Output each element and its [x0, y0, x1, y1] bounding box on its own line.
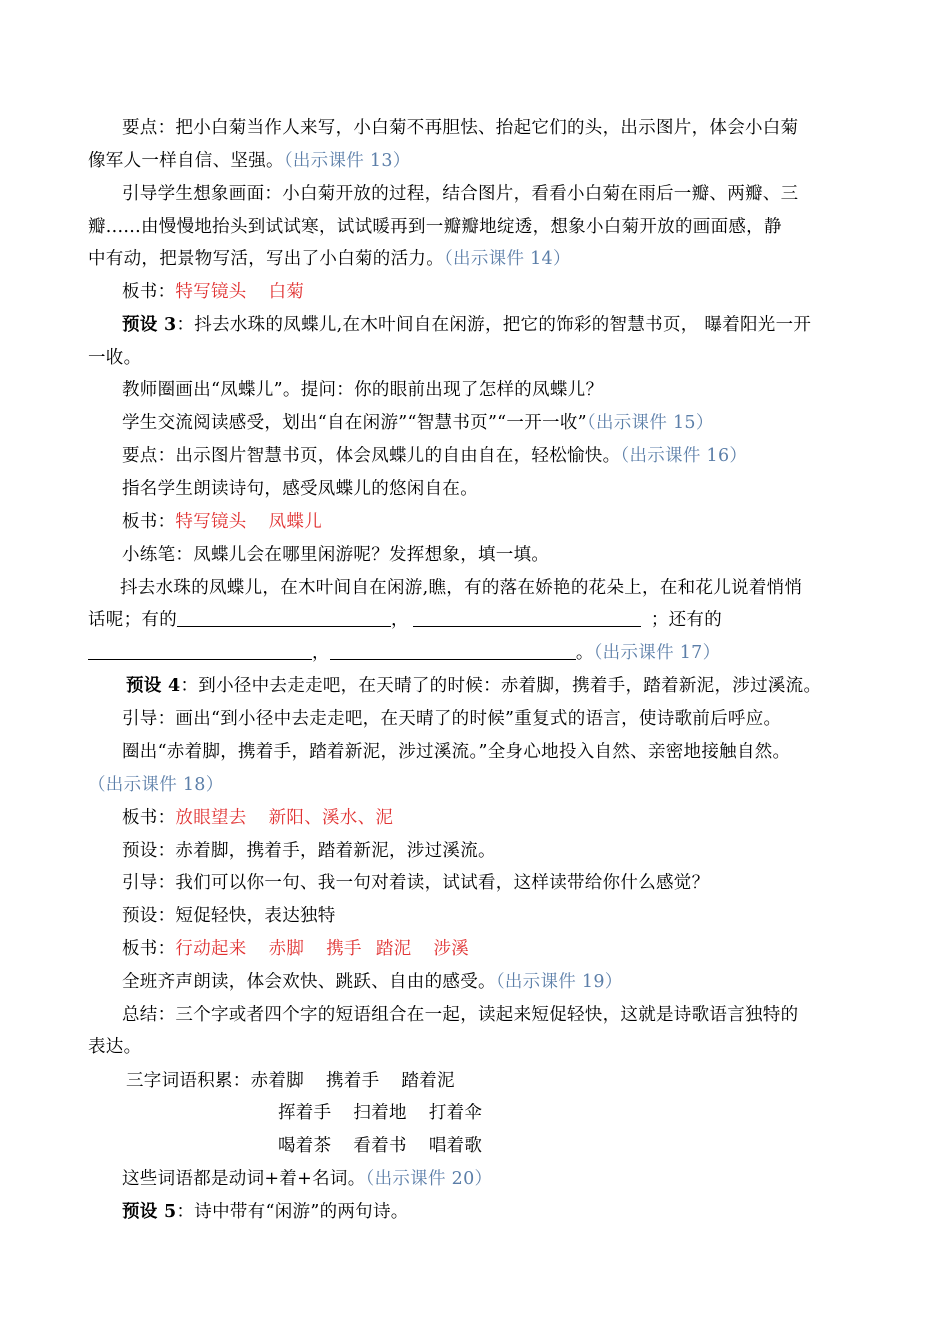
paragraph-key-point-1a: [122, 112, 798, 145]
paragraph-6: [122, 473, 478, 506]
board-note-3: [122, 802, 393, 835]
word-item: 扫着地: [353, 1103, 407, 1123]
paragraph-8c: [88, 637, 720, 670]
board-label: 板书：: [122, 808, 176, 828]
board-item: 特写镜头: [175, 282, 247, 302]
text: 圈出“赤着脚，携着手，踏着新泥，涉过溪流。”全身心地投入自然、亲密地接触自然。: [122, 742, 791, 762]
word-list-label: 三字词语积累：: [126, 1071, 251, 1091]
text: ：到小径中去走走吧，在天晴了的时候：赤着脚，携着手，踏着新泥，涉过溪流。: [180, 676, 822, 696]
paragraph-guide-2c: [88, 243, 571, 276]
courseware-ref-14: （出示课件 14）: [444, 249, 571, 269]
text: 引导学生想象画面：小白菊开放的过程，结合图片，看看小白菊在雨后一瓣、两瓣、三: [122, 184, 799, 204]
text: 抖去水珠的凤蝶儿，在木叶间自在闲游,瞧，有的落在娇艳的花朵上，在和花儿说着悄悄: [120, 578, 803, 598]
board-item: 赤脚: [268, 939, 305, 959]
word-item: 踏着泥: [401, 1071, 455, 1091]
text: ：抖去水珠的凤蝶儿,在木叶间自在闲游，把它的饰彩的智慧书页， 曝着阳光一开: [176, 315, 812, 335]
text: 要点：把小白菊当作人来写，小白菊不再胆怯、抬起它们的头，出示图片，体会小白菊: [122, 118, 799, 138]
text: 全班齐声朗读，体会欢快、跳跃、自由的感受。: [122, 972, 496, 992]
word-list-row-2: [278, 1097, 482, 1130]
courseware-ref-18: （出示课件 18）: [88, 775, 224, 795]
text: 教师圈画出“凤蝶儿”。提问：你的眼前出现了怎样的凤蝶儿？: [122, 380, 604, 400]
text: ，: [391, 610, 409, 630]
text: 一收。: [88, 348, 142, 368]
text: 要点：出示图片智慧书页，体会凤蝶儿的自由自在，轻松愉快。: [122, 446, 621, 466]
board-note-1: [122, 276, 304, 309]
word-item: 看着书: [353, 1136, 407, 1156]
preset-label: 预设 5: [122, 1202, 177, 1222]
word-item: 唱着歌: [428, 1136, 483, 1156]
text: 指名学生朗读诗句，感受凤蝶儿的悠闲自在。: [122, 479, 478, 499]
paragraph-guide-2a: [122, 178, 798, 211]
text: 话呢；有的: [88, 610, 177, 630]
courseware-ref-13: （出示课件 13）: [283, 151, 411, 171]
courseware-ref-19: （出示课件 19）: [495, 972, 623, 992]
courseware-ref-20: （出示课件 20）: [365, 1169, 493, 1189]
paragraph-13: [122, 900, 336, 933]
board-label: 板书：: [122, 512, 176, 532]
text: ；还有的: [650, 610, 723, 630]
fill-blank-3[interactable]: [88, 639, 312, 660]
paragraph-15a: [122, 999, 798, 1032]
paragraph-14: [122, 966, 623, 999]
board-note-4: [122, 933, 469, 966]
fill-blank-4[interactable]: [330, 639, 576, 660]
text: 小练笔：凤蝶儿会在哪里闲游呢？发挥想象，填一填。: [122, 545, 550, 565]
text: 表达。: [88, 1037, 142, 1057]
word-item: 携着手: [326, 1071, 380, 1091]
board-item: 新阳、溪水、泥: [268, 808, 394, 828]
paragraph-15b: [88, 1031, 141, 1064]
paragraph-11: [122, 835, 496, 868]
preset-label: 预设 4: [126, 676, 181, 696]
preset-label: 预设 3: [122, 315, 177, 335]
fill-blank-2[interactable]: [413, 606, 641, 627]
paragraph-10-ref: [88, 769, 224, 802]
text: 总结：三个字或者四个字的短语组合在一起，读起来短促轻快，这就是诗歌语言独特的: [122, 1005, 799, 1025]
text: ，: [312, 643, 330, 663]
courseware-ref-16: （出示课件 16）: [620, 446, 748, 466]
text: 预设：短促轻快，表达独特: [122, 906, 336, 926]
text: 中有动，把景物写活，写出了小白菊的活力。: [88, 249, 444, 269]
board-label: 板书：: [122, 939, 176, 959]
fill-blank-1[interactable]: [177, 606, 391, 627]
board-item: 白菊: [268, 282, 305, 302]
board-item: 凤蝶儿: [268, 512, 323, 532]
preset-3-cont: [88, 342, 141, 375]
board-item: 放眼望去: [175, 808, 247, 828]
word-item: 喝着茶: [278, 1136, 332, 1156]
text: 。: [575, 643, 594, 663]
paragraph-8b: [88, 604, 722, 637]
text: 学生交流阅读感受，划出“自在闲游”“智慧书页”“一开一收”: [122, 413, 587, 433]
paragraph-8a: [120, 572, 802, 605]
paragraph-7: [122, 539, 549, 572]
board-item: 携手: [326, 939, 362, 959]
text: 瓣......由慢慢地抬头到试试寒，试试暖再到一瓣瓣地绽透，想象小白菊开放的画面感，静: [88, 217, 782, 237]
paragraph-10: [122, 736, 790, 769]
paragraph-4: [122, 407, 714, 440]
paragraph-key-point-1b: [88, 145, 411, 178]
paragraph-3: [122, 374, 603, 407]
board-item: 特写镜头: [175, 512, 247, 532]
preset-5: [122, 1196, 409, 1229]
preset-3: [122, 309, 811, 342]
word-item: 赤着脚: [250, 1071, 305, 1091]
word-item: 打着伞: [428, 1103, 483, 1123]
paragraph-16: [122, 1163, 492, 1196]
paragraph-guide-2b: [88, 211, 782, 244]
preset-4: [126, 670, 821, 703]
board-note-2: [122, 506, 322, 539]
paragraph-12: [122, 867, 709, 900]
text: 引导：画出“到小径中去走走吧，在天晴了的时候”重复式的语言，使诗歌前后呼应。: [122, 709, 782, 729]
paragraph-9: [122, 703, 781, 736]
board-item: 行动起来: [175, 939, 247, 959]
text: 引导：我们可以你一句、我一句对着读，试试看，这样读带给你什么感觉？: [122, 873, 710, 893]
text: ：诗中带有“闲游”的两句诗。: [176, 1202, 409, 1222]
courseware-ref-15: （出示课件 15）: [586, 413, 714, 433]
word-list-row-3: [278, 1130, 482, 1163]
text: 预设：赤着脚，携着手，踏着新泥，涉过溪流。: [122, 841, 496, 861]
board-label: 板书：: [122, 282, 176, 302]
paragraph-5: [122, 440, 747, 473]
text: 像军人一样自信、坚强。: [88, 151, 284, 171]
text: 这些词语都是动词+着+名词。: [122, 1169, 366, 1189]
board-item: 踏泥: [375, 939, 412, 959]
courseware-ref-17: （出示课件 17）: [593, 643, 721, 663]
board-item: 涉溪: [433, 939, 470, 959]
word-list-row-1: [126, 1065, 455, 1098]
word-item: 挥着手: [278, 1103, 332, 1123]
